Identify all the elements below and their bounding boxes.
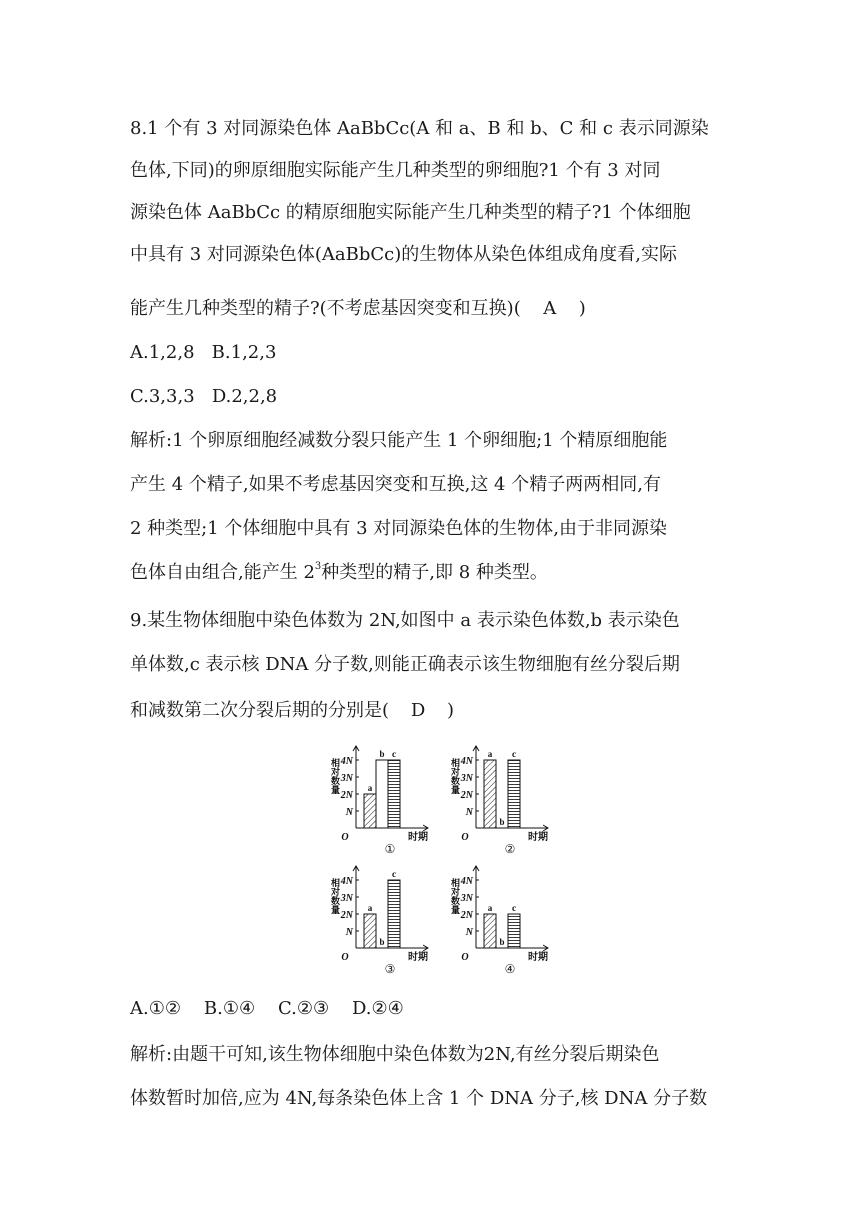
q9-analysis-line: 解析:由题干可知,该生物体细胞中染色体数为2N,有丝分裂后期染色 (130, 1044, 660, 1065)
chart-svg (448, 738, 558, 858)
bar-label: c (392, 869, 396, 879)
bar-label: b (499, 937, 505, 947)
origin-label: O (341, 952, 349, 963)
q9-options-line: A.①② B.①④ C.②③ D.②④ (130, 998, 404, 1019)
q8-stem-line: 色体,下同)的卵原细胞实际能产生几种类型的卵细胞?1 个有 3 对同 (130, 160, 661, 181)
bar-a (364, 914, 376, 948)
q8-stem-line: 中具有 3 对同源染色体(AaBbCc)的生物体从染色体组成角度看,实际 (130, 244, 677, 265)
bar-c (508, 914, 520, 948)
y-tick-label: 4N (460, 876, 473, 887)
bar-charts-figure (328, 738, 558, 978)
q8-analysis-line: 产生 4 个精子,如果不考虑基因突变和互换,这 4 个精子两两相同,有 (130, 474, 661, 495)
x-axis-label: 时期 (528, 952, 548, 963)
q9-answer: D (410, 700, 426, 721)
y-tick-label: 2N (460, 790, 473, 801)
bar-a (484, 760, 496, 828)
y-tick-label: 2N (460, 910, 473, 921)
bar-c (508, 760, 520, 828)
chart-number-label: ② (504, 842, 516, 856)
bar-label: b (499, 817, 505, 827)
q8-answer: A (543, 298, 557, 319)
bar-chart-4 (448, 858, 558, 978)
y-axis-label: 相对数量 (330, 758, 340, 794)
y-tick-label: 3N (460, 773, 473, 784)
q8-analysis-line: 解析:1 个卵原细胞经减数分裂只能产生 1 个卵细胞;1 个精原细胞能 (130, 430, 668, 451)
origin-label: O (341, 832, 349, 843)
chart-number-label: ③ (384, 962, 396, 976)
bar-label: c (512, 903, 516, 913)
origin-label: O (461, 832, 469, 843)
y-tick-label: N (345, 927, 353, 938)
y-tick-label: 2N (340, 910, 353, 921)
q8-analysis-last-line: 色体自由组合,能产生 $2^3$种类型的精子,即 8 种类型。 (130, 561, 548, 583)
y-tick-label: 3N (460, 893, 473, 904)
x-axis-label: 时期 (408, 832, 428, 843)
bar-b (376, 760, 388, 828)
bar-label: a (367, 783, 373, 793)
q8-options-line: A.1,2,8 B.1,2,3 (130, 342, 277, 363)
chart-number-label: ① (384, 842, 396, 856)
q8-stem-line: 源染色体 AaBbCc 的精原细胞实际能产生几种类型的精子?1 个体细胞 (130, 202, 691, 223)
chart-svg (328, 858, 438, 978)
q8-analysis-line: 2 种类型;1 个体细胞中具有 3 对同源染色体的生物体,由于非同源染 (130, 518, 668, 539)
exponent: 3 (314, 561, 322, 572)
bar-c (388, 760, 400, 828)
q8-stem-line: 8.1 个有 3 对同源染色体 AaBbCc(A 和 a、B 和 b、C 和 c 表示同源染 (130, 118, 709, 139)
q8-options-line: C.3,3,3 D.2,2,8 (130, 386, 278, 407)
y-tick-label: 3N (340, 773, 353, 784)
y-tick-label: 2N (340, 790, 353, 801)
chart-svg (448, 858, 558, 978)
y-tick-label: N (345, 807, 353, 818)
bar-chart-1 (328, 738, 438, 858)
y-tick-label: 4N (460, 756, 473, 767)
bar-a (484, 914, 496, 948)
bar-label: b (379, 937, 385, 947)
bar-label: c (512, 749, 516, 759)
y-axis-label: 相对数量 (450, 878, 460, 914)
y-tick-label: 4N (340, 756, 353, 767)
bar-label: a (487, 749, 493, 759)
bar-label: a (487, 903, 493, 913)
bar-c (388, 880, 400, 948)
bar-label: c (392, 749, 396, 759)
y-tick-label: N (465, 927, 473, 938)
bar-a (364, 794, 376, 828)
y-axis-label: 相对数量 (450, 758, 460, 794)
bar-chart-3 (328, 858, 438, 978)
y-tick-label: 4N (340, 876, 353, 887)
bar-label: a (367, 903, 373, 913)
q9-stem-last-line: 和减数第二次分裂后期的分别是( D ) (130, 696, 740, 726)
q9-stem-line: 单体数,c 表示核 DNA 分子数,则能正确表示该生物细胞有丝分裂后期 (130, 654, 680, 675)
q9-analysis-line: 体数暂时加倍,应为 4N,每条染色体上含 1 个 DNA 分子,核 DNA 分子数 (130, 1088, 708, 1109)
x-axis-label: 时期 (528, 832, 548, 843)
chart-number-label: ④ (504, 962, 516, 976)
q9-stem-line: 9.某生物体细胞中染色体数为 2N,如图中 a 表示染色体数,b 表示染色 (130, 610, 680, 631)
y-tick-label: 3N (340, 893, 353, 904)
y-tick-label: N (465, 807, 473, 818)
x-axis-label: 时期 (408, 952, 428, 963)
bar-label: b (379, 749, 385, 759)
y-axis-label: 相对数量 (330, 878, 340, 914)
chart-svg (328, 738, 438, 858)
bar-chart-2 (448, 738, 558, 858)
q8-stem-last-line: 能产生几种类型的精子?(不考虑基因突变和互换)( A ) (130, 294, 740, 324)
origin-label: O (461, 952, 469, 963)
